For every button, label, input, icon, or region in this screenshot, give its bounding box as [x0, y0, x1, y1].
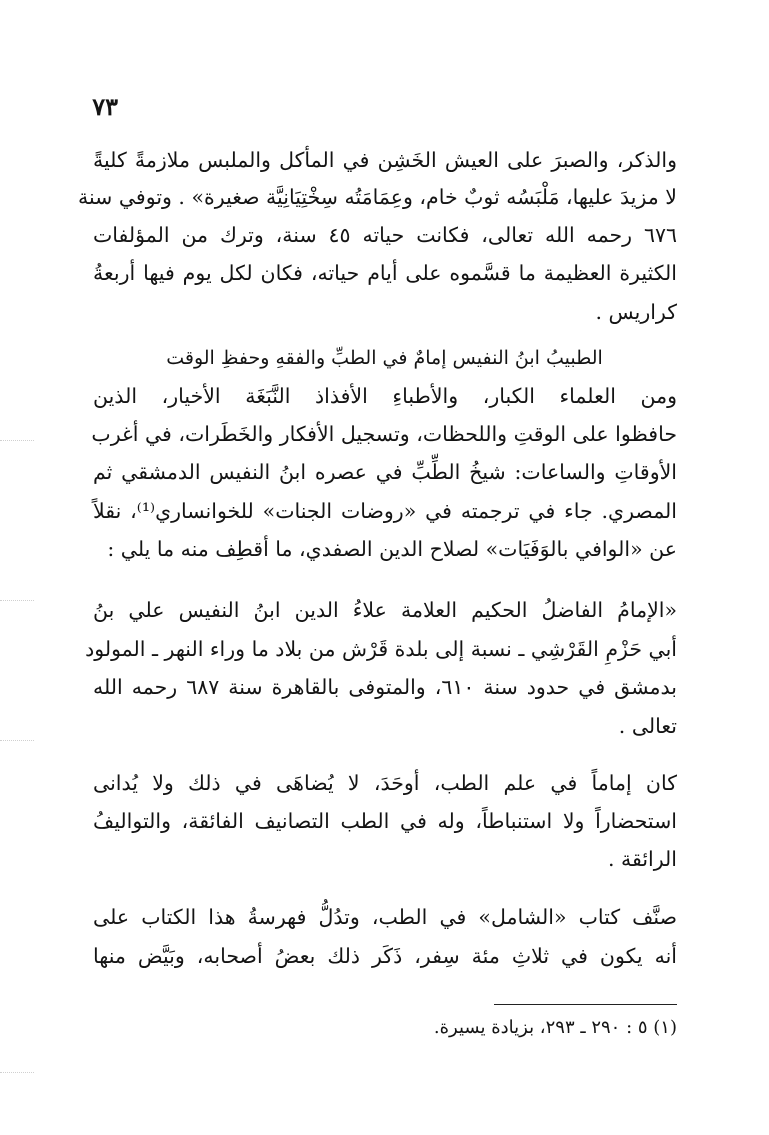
section-heading: الطبيبُ ابنُ النفيس إمامٌ في الطبِّ والفقهِ وحفظِ الوقت: [166, 347, 603, 369]
body-line: الأوقاتِ والساعات: شيخُ الطِّبِّ في عصره ابنُ النفيس الدمشقي ثم: [93, 460, 677, 484]
page-number: ٧٣: [92, 92, 118, 121]
body-line: والذكر، والصبرَ على العيش الخَشِن في المأكل والملبس ملازمةً كليةً: [93, 148, 677, 172]
quote-line: استحضاراً ولا استنباطاً، وله في الطب التصانيف الفائقة، والتواليفُ: [93, 809, 677, 833]
body-line: ومن العلماء الكبار، والأطباءِ الأفذاذ النَّبَغَة الأخيار، الذين: [93, 384, 677, 408]
quote-line: كان إماماً في علم الطب، أوحَدَ، لا يُضاهَى في ذلك ولا يُدانى: [93, 771, 677, 795]
quote-line: «الإمامُ الفاضلُ الحكيم العلامة علاءُ الدين ابنُ النفيس علي بنُ: [93, 598, 677, 622]
quote-line: أبي حَزْمِ القَرْشِي ـ نسبة إلى بلدة قَرْش من بلاد ما وراء النهر ـ المولود: [85, 637, 677, 661]
scan-edge-mark: [0, 740, 34, 741]
footnote-rule: [494, 1004, 677, 1005]
footnote: (١) ٥ : ٢٩٠ ـ ٢٩٣، بزيادة يسيرة.: [433, 1017, 677, 1038]
quote-line: الرائقة .: [607, 847, 677, 871]
body-line: كراريس .: [595, 300, 677, 324]
body-line: لا مزيدَ عليها، مَلْبَسُه ثوبٌ خام، وعِمَامَتُه سِخْتِيَانِيَّة صغيرة» . وتوفي سنة: [77, 185, 677, 209]
quote-line: بدمشق في حدود سنة ٦١٠، والمتوفى بالقاهرة سنة ٦٨٧ رحمه الله: [93, 675, 677, 699]
body-line: المصري. جاء في ترجمته في «روضات الجنات» للخوانساري⁽¹⁾، نقلاً: [93, 499, 677, 523]
body-line: حافظوا على الوقتِ واللحظات، وتسجيل الأفكار والخَطَرات، في أغرب: [91, 422, 677, 446]
scan-edge-mark: [0, 1072, 34, 1073]
scan-edge-mark: [0, 440, 34, 441]
quote-line: تعالى .: [618, 714, 677, 738]
quote-line: صنَّف كتاب «الشامل» في الطب، وتدُلُّ فهرسةُ هذا الكتاب على: [93, 905, 677, 929]
body-line: ٦٧٦ رحمه الله تعالى، فكانت حياته ٤٥ سنة، وترك من المؤلفات: [93, 223, 677, 247]
quote-line: أنه يكون في ثلاثِ مئة سِفر، ذَكَر ذلك بعضُ أصحابه، وبَيَّض منها: [93, 944, 677, 968]
body-line: الكثيرة العظيمة ما قسَّموه على أيام حياته، فكان لكل يوم فيها أربعةُ: [93, 261, 677, 285]
body-line: عن «الوافي بالوَفَيَات» لصلاح الدين الصفدي، ما أقطِف منه ما يلي :: [107, 537, 677, 561]
scan-edge-mark: [0, 600, 34, 601]
